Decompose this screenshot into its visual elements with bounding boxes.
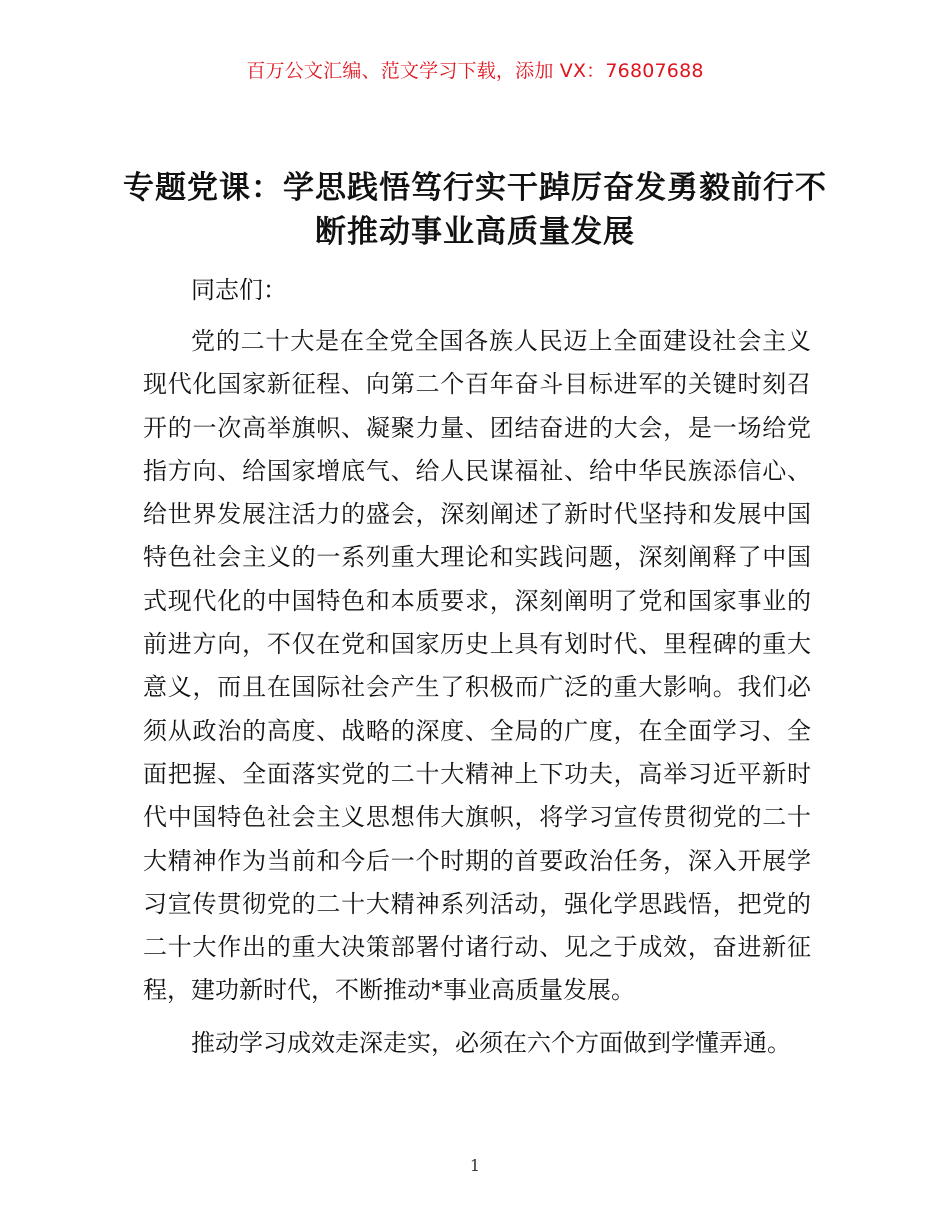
header-promo-note: 百万公文汇编、范文学习下载，添加 VX：76807688	[246, 60, 704, 82]
document-title: 专题党课：学思践悟笃行实干踔厉奋发勇毅前行不断推动事业高质量发展	[123, 170, 827, 250]
body-paragraph-2: 推动学习成效走深走实，必须在六个方面做到学懂弄通。	[191, 1029, 791, 1057]
body-paragraph-1: 党的二十大是在全党全国各族人民迈上全面建设社会主义现代化国家新征程、向第二个百年奋斗目标进军的关键时刻召开的一次高举旗帜、凝聚力量、团结奋进的大会，是一场给党指方向、给国家增底气、给人民谋福祉、给中华民族添信心、给世界发展注活力的盛会，深刻阐述了新时代坚持和发展中国特色社会主义的一系列重大理论和实践问题，深刻阐释了中国式现代化的中国特色和本质要求，深刻阐明了党和国家事业的前进方向，不仅在党和国家历史上具有划时代、里程碑的重大意义，而且在国际社会产生了积极而广泛的重大影响。我们必须从政治的高度、战略的深度、全局的广度，在全面学习、全面把握、全面落实党的二十大精神上下功夫，高举习近平新时代中国特色社会主义思想伟大旗帜，将学习宣传贯彻党的二十大精神作为当前和今后一个时期的首要政治任务，深入开展学习宣传贯彻党的二十大精神系列活动，强化学思践悟，把党的二十大作出的重大决策部署付诸行动、见之于成效，奋进新征程，建功新时代，不断推动*事业高质量发展。	[143, 327, 811, 1005]
page-number: 1	[469, 1156, 481, 1175]
salutation: 同志们：	[191, 276, 287, 304]
